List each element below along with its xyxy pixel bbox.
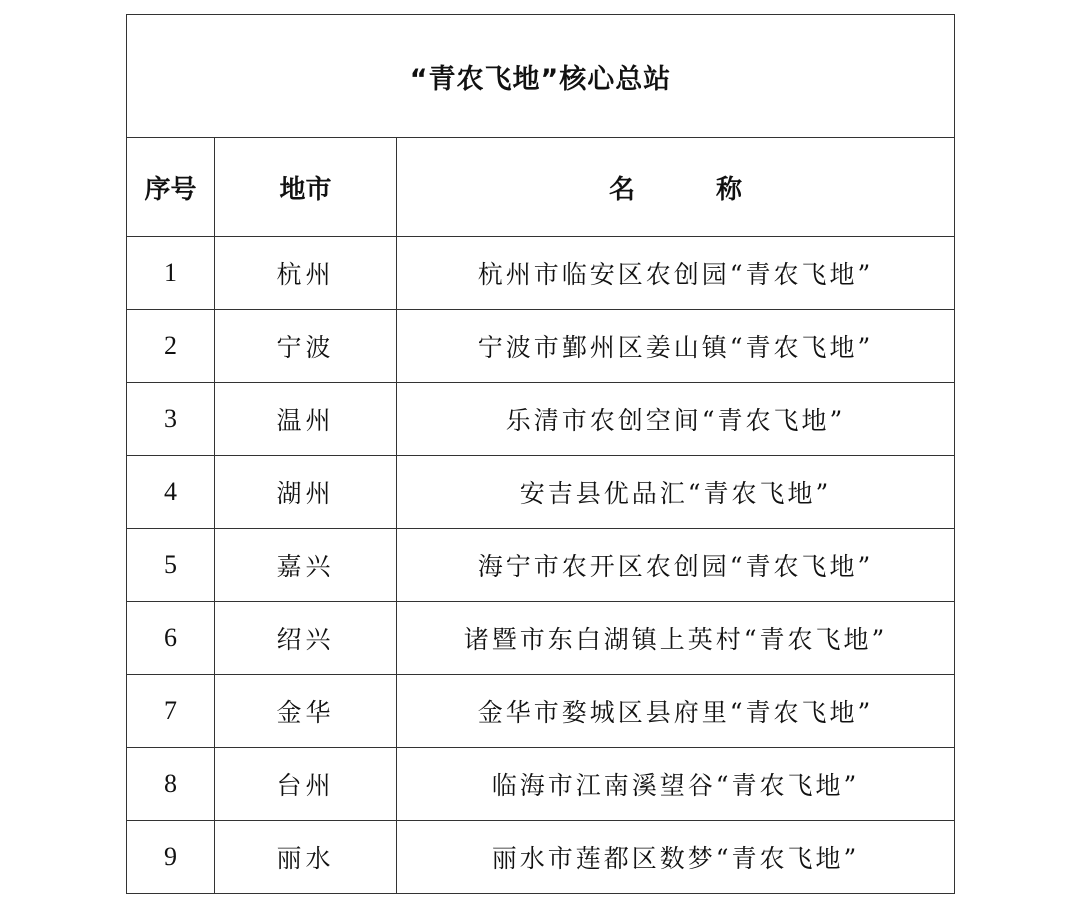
row-index: 4 — [127, 456, 215, 529]
row-index: 3 — [127, 383, 215, 456]
row-name: 海宁市农开区农创园“青农飞地” — [397, 529, 955, 602]
row-name: 丽水市莲都区数梦“青农飞地” — [397, 821, 955, 894]
row-name: 杭州市临安区农创园“青农飞地” — [397, 237, 955, 310]
header-index: 序号 — [127, 138, 215, 237]
table-row — [127, 310, 955, 383]
row-city: 绍兴 — [215, 602, 397, 675]
table-row — [127, 675, 955, 748]
table-row — [127, 821, 955, 894]
row-index: 2 — [127, 310, 215, 383]
title-row — [127, 15, 955, 138]
row-index: 8 — [127, 748, 215, 821]
row-city: 杭州 — [215, 237, 397, 310]
table-row — [127, 383, 955, 456]
row-index: 6 — [127, 602, 215, 675]
stations-table — [126, 14, 955, 894]
row-index: 7 — [127, 675, 215, 748]
header-city: 地市 — [215, 138, 397, 237]
row-name: 安吉县优品汇“青农飞地” — [397, 456, 955, 529]
row-city: 台州 — [215, 748, 397, 821]
row-name: 宁波市鄞州区姜山镇“青农飞地” — [397, 310, 955, 383]
table-row — [127, 237, 955, 310]
table-row — [127, 456, 955, 529]
row-index: 5 — [127, 529, 215, 602]
row-name: 临海市江南溪望谷“青农飞地” — [397, 748, 955, 821]
table-row — [127, 748, 955, 821]
row-index: 9 — [127, 821, 215, 894]
row-name: 诸暨市东白湖镇上英村“青农飞地” — [397, 602, 955, 675]
row-index: 1 — [127, 237, 215, 310]
row-city: 宁波 — [215, 310, 397, 383]
row-name: 金华市婺城区县府里“青农飞地” — [397, 675, 955, 748]
table-row — [127, 529, 955, 602]
table-row — [127, 602, 955, 675]
row-name: 乐清市农创空间“青农飞地” — [397, 383, 955, 456]
row-city: 湖州 — [215, 456, 397, 529]
row-city: 嘉兴 — [215, 529, 397, 602]
row-city: 温州 — [215, 383, 397, 456]
table-title: “青农飞地”核心总站 — [127, 15, 955, 138]
header-row — [127, 138, 955, 237]
row-city: 金华 — [215, 675, 397, 748]
header-name: 名 称 — [397, 138, 955, 237]
row-city: 丽水 — [215, 821, 397, 894]
